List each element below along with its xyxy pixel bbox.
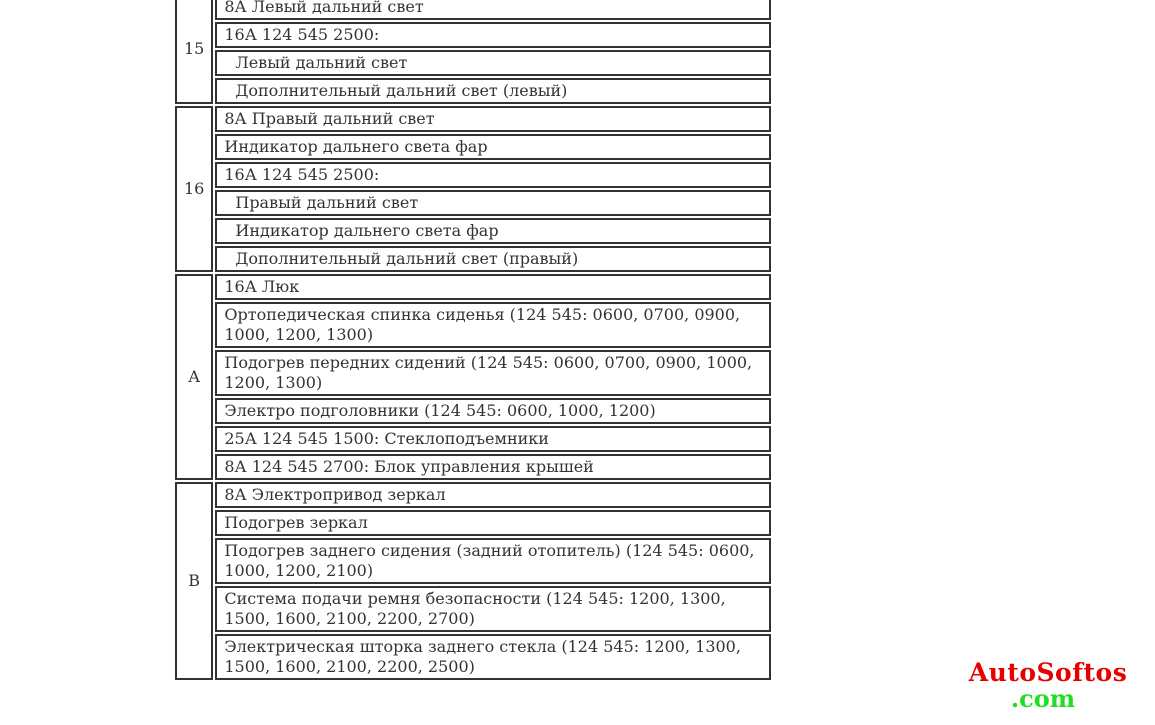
fuse-item-cell: 25А 124 545 1500: Стеклоподъемники <box>215 426 771 452</box>
table-row <box>175 0 771 20</box>
table-row <box>175 350 771 396</box>
fuse-item-cell: Дополнительный дальний свет (правый) <box>215 246 771 272</box>
fuse-number-cell: A <box>175 274 213 480</box>
fuse-item-cell: 16А 124 545 2500: <box>215 162 771 188</box>
fuse-item-cell: 16А Люк <box>215 274 771 300</box>
fuse-number-cell: B <box>175 482 213 680</box>
watermark-line2: .com <box>1010 684 1076 713</box>
table-row <box>175 106 771 132</box>
table-row <box>175 482 771 508</box>
table-row <box>175 22 771 48</box>
fuse-table-body <box>175 0 771 680</box>
fuse-item-cell: 8А Левый дальний свет <box>215 0 771 20</box>
fuse-item-cell: Подогрев передних сидений (124 545: 0600, 0700, 0900, 1000, 1200, 1300) <box>215 350 771 396</box>
fuse-item-cell: Подогрев заднего сидения (задний отопитель) (124 545: 0600, 1000, 1200, 2100) <box>215 538 771 584</box>
table-row <box>175 190 771 216</box>
fuse-number-cell: 15 <box>175 0 213 104</box>
fuse-item-cell: 8А Электропривод зеркал <box>215 482 771 508</box>
table-row <box>175 162 771 188</box>
table-row <box>175 426 771 452</box>
table-row <box>175 274 771 300</box>
table-row <box>175 246 771 272</box>
fuse-table-container <box>173 0 773 682</box>
table-row <box>175 218 771 244</box>
table-row <box>175 302 771 348</box>
table-row <box>175 398 771 424</box>
table-row <box>175 454 771 480</box>
fuse-number-cell: 16 <box>175 106 213 272</box>
fuse-item-cell: Индикатор дальнего света фар <box>215 218 771 244</box>
fuse-table <box>173 0 773 682</box>
table-row <box>175 538 771 584</box>
table-row <box>175 50 771 76</box>
table-row <box>175 134 771 160</box>
table-row <box>175 510 771 536</box>
fuse-item-cell: Правый дальний свет <box>215 190 771 216</box>
fuse-item-cell: Ортопедическая спинка сиденья (124 545: 0600, 0700, 0900, 1000, 1200, 1300) <box>215 302 771 348</box>
table-row <box>175 586 771 632</box>
watermark-logo <box>948 658 1148 713</box>
fuse-item-cell: Подогрев зеркал <box>215 510 771 536</box>
fuse-item-cell: Электро подголовники (124 545: 0600, 1000, 1200) <box>215 398 771 424</box>
fuse-item-cell: Система подачи ремня безопасности (124 545: 1200, 1300, 1500, 1600, 2100, 2200, 2700) <box>215 586 771 632</box>
fuse-item-cell: 8А 124 545 2700: Блок управления крышей <box>215 454 771 480</box>
fuse-item-cell: Индикатор дальнего света фар <box>215 134 771 160</box>
table-row <box>175 78 771 104</box>
table-row <box>175 634 771 680</box>
fuse-item-cell: Электрическая шторка заднего стекла (124 545: 1200, 1300, 1500, 1600, 2100, 2200, 2500) <box>215 634 771 680</box>
watermark-line1: AutoSoftos <box>968 658 1128 687</box>
fuse-item-cell: Левый дальний свет <box>215 50 771 76</box>
fuse-item-cell: 16А 124 545 2500: <box>215 22 771 48</box>
fuse-item-cell: 8А Правый дальний свет <box>215 106 771 132</box>
fuse-item-cell: Дополнительный дальний свет (левый) <box>215 78 771 104</box>
